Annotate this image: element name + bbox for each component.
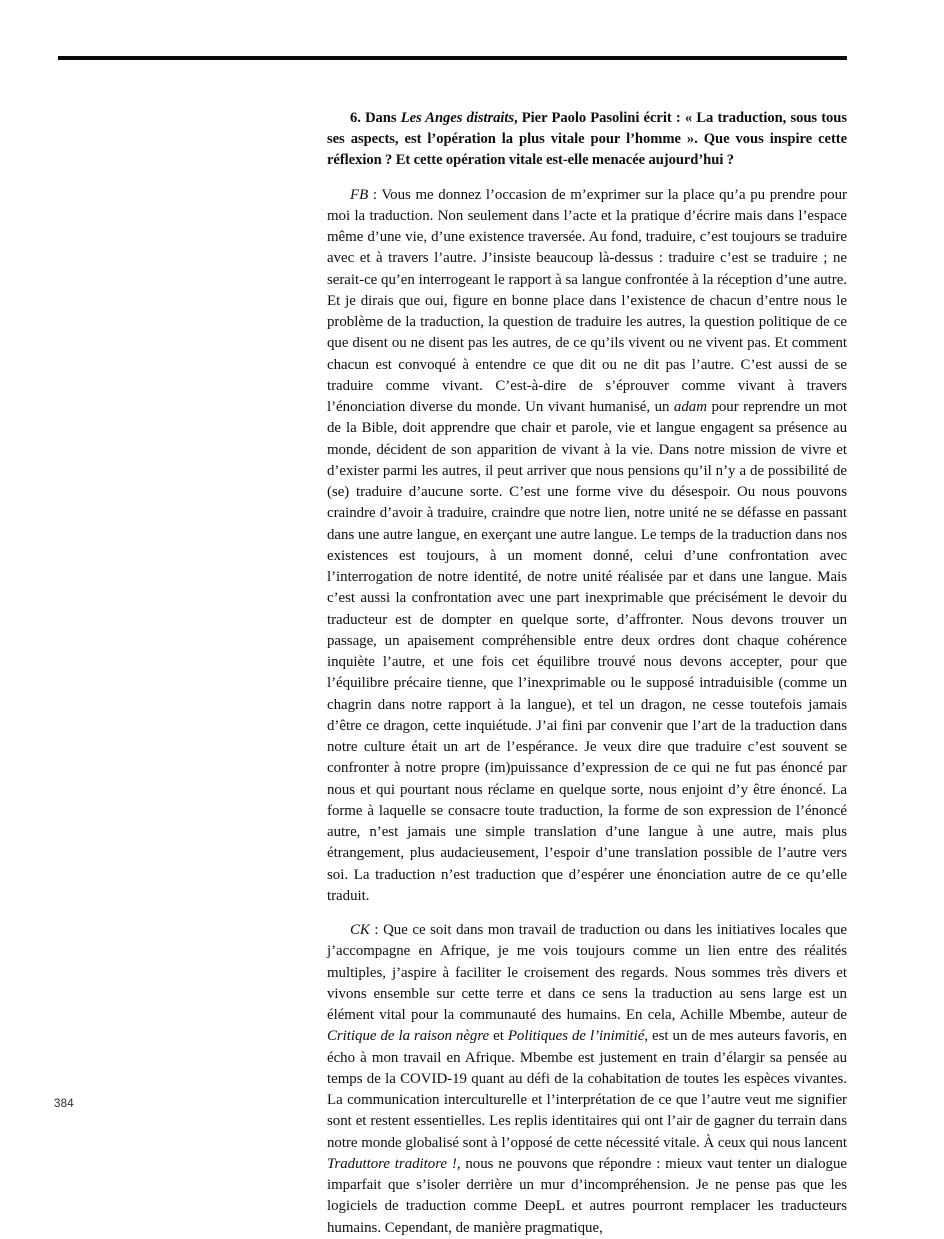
book-title-critique: Critique de la raison nègre (327, 1028, 490, 1045)
speaker-separator: : (369, 922, 384, 939)
answer-text-ck-2: et (489, 1028, 508, 1045)
cited-work-title: Les Anges distraits (400, 110, 514, 126)
question-number: 6. (350, 110, 366, 126)
answer-text-ck-1: Que ce soit dans mon travail de traduction ou dans les initiatives locales que j’accompagne en Afrique, je me vois toujours comme un lien entre des réalités multiples, j’aspire à faciliter le croisement des regards. Nous sommes très divers et vivons ensemble sur cette terre et dans ce sens la traduction au sens large est un élément vital pour la communauté des humains. En cela, Achille Mbembe, auteur de (327, 922, 847, 1024)
question-body: , Pier Paolo Pasolini écrit : « La traduction, sous tous ses aspects, est l’opération la plus vitale pour l’homme ». Que vous inspire cette réflexion ? Et cette opération vitale est-elle menacée aujourd’hui ? (327, 110, 847, 169)
answer-text-ck-4: , nous ne pouvons que répondre : mieux vaut tenter un dialogue imparfait que s’isoler derrière un mur d’incompréhension. Je ne pense pas que les logiciels de traduction comme DeepL et autres pourront remplacer les traducteurs humains. Cependant, de manière pragmatique, (327, 1155, 847, 1236)
answer-text-fb-2: pour reprendre un mot de la Bible, doit apprendre que chair et parole, vie et langue engagent sa présence au monde, décident de son apparition de vivant à la vie. Dans notre mission de vivre et d’exister parmi les autres, il peut arriver que nous pensions qu’il n’y a de possibilité de (se) traduire d’aucune sorte. C’est une forme vive du désespoir. Ou nous pouvons craindre d’avoir à traduire, craindre que notre lien, notre unité ne se défasse en passant dans une autre langue, en exerçant une autre langue. Le temps de la traduction dans nos existences est toujours, à un moment donné, celui d’une confrontation avec l’interrogation de notre identité, de notre unité réalisée par et dans une langue. Mais c’est aussi la confrontation avec une part inexprimable que précisément le devoir du traducteur est de dompter en quelque sorte, d’affronter. Nous devons trouver un passage, un apaisement compréhensible entre deux ordres dont chaque cohérence inquiète l’autre, et une fois cet équilibre trouvé nous devons accepter, pour que l’équilibre précaire tienne, que l’inexprimable ou le supposé intraduisible (comme un chagrin dans notre rapport à la langue), et tel un dragon, ne cesse toutefois jamais d’être ce dragon, cette inquiétude. J’ai fini par convenir que l’art de la traduction dans notre culture était un art de l’espérance. Je veux dire que traduire c’est souvent se confronter à notre propre (im)puissance d’expression de ce qui ne fut pas énoncé par nous et qui pourtant nous réclame en quelque sorte, nous enjoint d’y être énoncé. La forme à laquelle se consacre toute traduction, la forme de son expression de l’énoncé autre, n’est jamais une simple translation d’une langue à une autre, mais plus étrangement, plus audacieusement, l’espoir d’une translation possible de l’autre vers soi. La traduction n’est traduction que d’espérer une énonciation autre de ce qu’elle traduit. (327, 399, 847, 904)
speaker-separator: : (368, 186, 382, 203)
page-number: 384 (54, 1098, 74, 1110)
answer-text-fb-1: Vous me donnez l’occasion de m’exprimer sur la place qu’a pu prendre pour moi la traduction. Non seulement dans l’acte et la pratique d’écrire mais dans l’espace même d’une vie, d’une existence traversée. Au fond, traduire, c’est toujours se traduire avec et à travers l’autre. J’insiste beaucoup là-dessus : traduire c’est se traduire ; ne serait-ce qu’en interrogeant le rapport à sa langue confrontée à la réception d’une autre. Et je dirais que oui, figure en bonne place dans l’existence de chacun d’entre nous le problème de la traduction, la question de traduire les autres, la question politique de ce que disent ou ne disent pas les autres, de ce qu’ils vivent ou ne vivent pas. Et comment chacun est convoqué à entendre ce que dit ou ne dit pas l’autre. C’est aussi de se traduire comme vivant. C’est-à-dire de s’éprouver comme vivant à travers l’énonciation diverse du monde. Un vivant humanisé, un (327, 186, 847, 416)
answer-paragraph-ck (327, 920, 847, 1239)
answer-text-ck-3: , est un de mes auteurs favoris, en écho à mon travail en Afrique. Mbembe est justement en train d’élargir sa pensée au temps de la COVID-19 quant au défi de la cohabitation de toutes les espèces vivantes. La communication interculturelle et l’interprétation de ce que l’autre veut me signifier sont et restent essentielles. Les replis identitaires qui ont l’air de gagner du terrain dans notre monde globalisé sont à l’opposé de cette nécessité vitale. À ceux qui nous lancent (327, 1028, 847, 1151)
header-rule (58, 56, 847, 60)
book-title-politiques: Politiques de l’inimitié (507, 1028, 645, 1045)
foreign-term-adam: adam (673, 399, 707, 416)
italian-phrase-traduttore: Traduttore traditore ! (327, 1155, 457, 1172)
answer-paragraph-fb (327, 185, 847, 908)
speaker-initials-fb: FB (350, 186, 369, 203)
question-heading (327, 108, 847, 172)
speaker-initials-ck: CK (350, 922, 370, 939)
question-intro: Dans (365, 110, 401, 126)
text-column (327, 108, 847, 1239)
